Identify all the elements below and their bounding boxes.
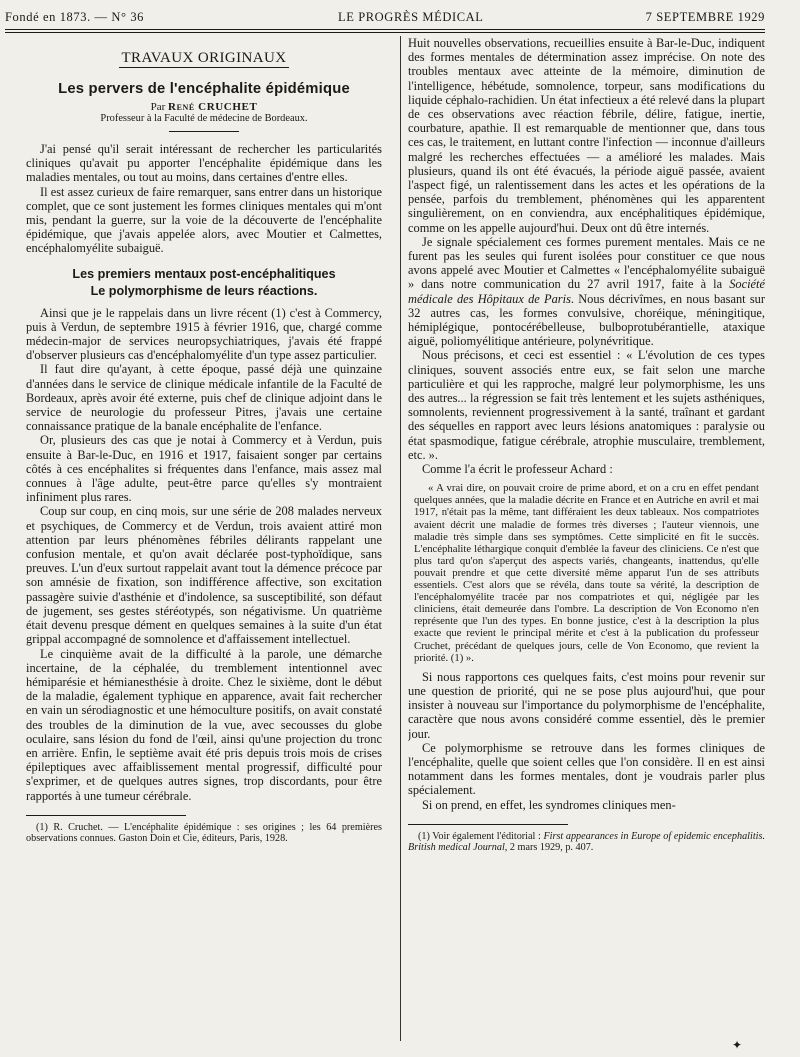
paragraph: Comme l'a écrit le professeur Achard : <box>422 462 613 477</box>
paragraph: Ce polymorphisme se retrouve dans les formes cliniques de l'encéphalite, quelle que soient celles que l'on considère. Il en est ainsi notamment dans les formes mentales, dont je voudrais parler plus spécialement. <box>408 740 765 798</box>
left-column <box>26 36 382 1046</box>
paragraph: Si nous rapportons ces quelques faits, c'est moins pour revenir sur une question de priorité, qui ne se pose plus aujourd'hui, que pour insister à nouveau sur l'importance du polymorphisme de l'encéphalite, caractère que nous avons considéré comme essentiel, dès le premier jour. <box>408 669 765 741</box>
section-label: TRAVAUX ORIGINAUX <box>121 50 287 66</box>
paragraph: Or, plusieurs des cas que je notai à Commercy et à Verdun, puis ensuite à Bar-le-Duc, en 1916 et 1917, faisaient songer par certains côtés à ces encéphalites si fréquentes dans l'enfance, mais assez mal connues à l'âge adulte, peut-être parce qu'elles s'y montraient infiniment plus rares. <box>26 433 382 505</box>
paragraph: Huit nouvelles observations, recueillies ensuite à Bar-le-Duc, indiquent des formes mentales de détermination assez imprécise. On note des troubles mentaux avec atteinte de la mémoire, diminution de l'intelligence, hébétude, somnolence, torpeur, sans modifications du liquide céphalo-rachidien. Un état infectieux a été relevé dans la plupart de ces observations avec réaction fébrile, délire, fatigue, inertie, courbature, apathie. Il est remarquable de mentionner que, dans tous ces cas, le traitement, en luttant contre l'infection — inconnue d'ailleurs malgré les recherches effectuées — a amélioré les malades. Mais plusieurs, quand ils ont été évacués, la période aiguë passée, avaient l'aspect figé, un ralentissement dans les actes et les opérations de la pensée, parfois du tremblement, phénomènes qui les apparentent singulièrement, on en conviendra, aux encéphalitiques épidémique, comme on les appelle aujourd'hui. Deux ont dû être internés. <box>408 36 765 235</box>
header-rule-double <box>5 32 765 33</box>
paragraph: Le cinquième avait de la difficulté à la parole, une démarche incertaine, de la céphalée, du tremblement intentionnel avec hémiparésie et hémianesthésie à droite. Chez le sixième, dont le début de la maladie, également typhique en apparence, avait fait rechercher en vain un sérodiagnostic et une hémoculture positifs, on avait constaté des troubles de la diminution de la vue, avec secousses du globe oculaire, sans lésion du fond de l'œil, ainsi qu'une projection du tronc en arrière. Enfin, le septième avait été pris depuis trois mois de crises épileptiques avec affaiblissement mental progressif, difficulté pour s'exprimer, et de quelques autres signes, trop discordants, pour être rapportés à une tumeur cérébrale. <box>26 646 382 803</box>
byline-prefix: Par <box>150 101 166 113</box>
paragraph: Coup sur coup, en cinq mois, sur une série de 208 malades nerveux et psychiques, de Commercy et de Verdun, trois avaient attiré mon attention par leurs phénomènes fébriles délirants rappelant une confusion mentale, et qu'on avait déclarée post-typhoïdique, sans preuves. L'un d'eux surtout rappelait avant tout la démence précoce par son amnésie de fixation, son indifférence affective, son excitation passagère suivie d'asthénie et d'indolence, sa susceptibilité, son défaut de jugement, ses gestes stéréotypés, son négativisme. Un quatrième était devenu presque dément en quelques semaines à la suite d'un état grippal accompagné de somnolence et d'affaissement intellectuel. <box>26 504 382 647</box>
title-rule <box>169 131 239 132</box>
footnote: (1) R. Cruchet. — L'encéphalite épidémique : ses origines ; les 64 premières observations connues. Gaston Doin et Cie, éditeurs, Paris, 1928. <box>26 821 382 845</box>
paragraph: Si on prend, en effet, les syndromes cliniques men- <box>422 797 676 812</box>
right-column <box>408 36 765 1046</box>
header-founded: Fondé en 1873. — N° 36 <box>5 10 145 24</box>
author-affiliation: Professeur à la Faculté de médecine de Bordeaux. <box>100 113 308 124</box>
paragraph: Nous précisons, et ceci est essentiel : « L'évolution de ces types cliniques, souvent associés entre eux, se fait selon une marche particulière et qui les rapproche, malgré leur polymorphisme, les uns des autres... la régression se fait très lentement et les sujets asthéniques, somnolents, reviennent progressivement à la santé, traînant et gardant des séquelles en rapport avec leurs lésions anatomiques : paralysie ou état spasmodique, fatigue cérébrale, atrophie musculaire, tremblement, etc. ». <box>408 348 765 462</box>
footnote-rule <box>26 815 186 816</box>
subheading: Les premiers mentaux post-encéphalitiques Le polymorphisme de leurs réactions. <box>72 266 336 298</box>
byline <box>26 101 382 113</box>
footnote: (1) Voir également l'éditorial : First appearances in Europe of epidemic encephalitis. British medical Journal, 2 mars 1929, p. 407. <box>408 830 765 854</box>
block-quote: « A vrai dire, on pouvait croire de prime abord, et on a cru en effet pendant quelques années, que la maladie décrite en France et en Autriche en avril et mai 1917, n'était pas la même, tant différaient les deux tableaux. Nos compatriotes avaient décrit une maladie de formes très diverses ; l'auteur viennois, une maladie très simple dans ses symptômes. Cette simplicité en fit le succès. L'encéphalite léthargique conquit d'emblée la faveur des cliniciens. Ce n'est que plus tard qu'on s'aperçut des aspects variés, changeants, inattendus, qu'elle pouvait prendre et que cette diversité même apparut l'un de ses attributs essentiels. C'est alors que se révéla, dans toute sa vérité, la description de l'encéphalomyélite tracée par nos compatriotes et qui, négligée par les cliniciens, était demeurée dans l'ombre. La description de Von Economo n'en représente que l'un des types. En bonne justice, c'est à la description la plus exacte que revient le principal mérite et c'est à la publication du professeur Cruchet, précédant de quelques jours, celle de Von Economo, que revient la priorité. (1) ». <box>414 482 759 664</box>
society-name: Société médicale des Hôpitaux de Paris <box>408 277 765 306</box>
end-ornament-icon: ✦ <box>732 1038 743 1052</box>
paragraph: Ainsi que je le rappelais dans un livre récent (1) c'est à Commercy, puis à Verdun, de septembre 1915 à février 1916, que, chargé comme médecin-major de services neuropsychiatriques, j'avais été frappé d'observer plusieurs cas d'encéphalomyélite d'un type assez particulier. <box>26 305 382 363</box>
header-rule <box>5 29 765 30</box>
journal-title: LE PROGRÈS MÉDICAL <box>338 10 484 24</box>
paragraph: Il est assez curieux de faire remarquer, sans entrer dans un historique complet, que ce sont justement les formes cliniques mentales qui m'ont mis, pendant la guerre, sur la voie de la découverte de l'encéphalite épidémique, que j'avais appelée alors, avec Moutier et Calmettes, encéphalomyélite subaiguë. <box>26 184 382 256</box>
paragraph: Je signale spécialement ces formes purement mentales. Mais ce ne furent pas les seules qui furent isolées pour constituer ce que nous avons appelé avec Moutier et Calmettes « l'encéphalomyélite subaiguë » dans notre communication du 27 avril 1917, faite à la Société médicale des Hôpitaux de Paris. Nous décrivîmes, en nous basant sur 32 autres cas, les formes convulsive, choréique, méningitique, hémiplégique, pontocérébelleuse, bulboprotubérantielle, ataxique aiguë, poliomyélitique antérieure, polynévritique. <box>408 234 765 349</box>
issue-date: 7 SEPTEMBRE 1929 <box>645 10 765 24</box>
paragraph: J'ai pensé qu'il serait intéressant de rechercher les particularités cliniques qu'avait pu apporter l'encéphalite épidémique dans les maladies mentales, ou tout au moins, dans certaines d'entre elles. <box>26 142 382 185</box>
footnote-rule <box>408 824 568 825</box>
author-name: René CRUCHET <box>168 101 258 113</box>
article-title: Les pervers de l'encéphalite épidémique <box>58 81 350 97</box>
paragraph: Il faut dire qu'ayant, à cette époque, passé déjà une quinzaine d'années dans le service de clinique médicale infantile de la Faculté de Bordeaux, après avoir été externe, puis chef de clinique adjoint dans le service de neurologie du professeur Pitres, j'avais une certaine connaissance pratique de la banale encéphalite de l'enfance. <box>26 362 382 434</box>
running-header <box>5 8 765 28</box>
column-divider <box>400 36 401 1041</box>
